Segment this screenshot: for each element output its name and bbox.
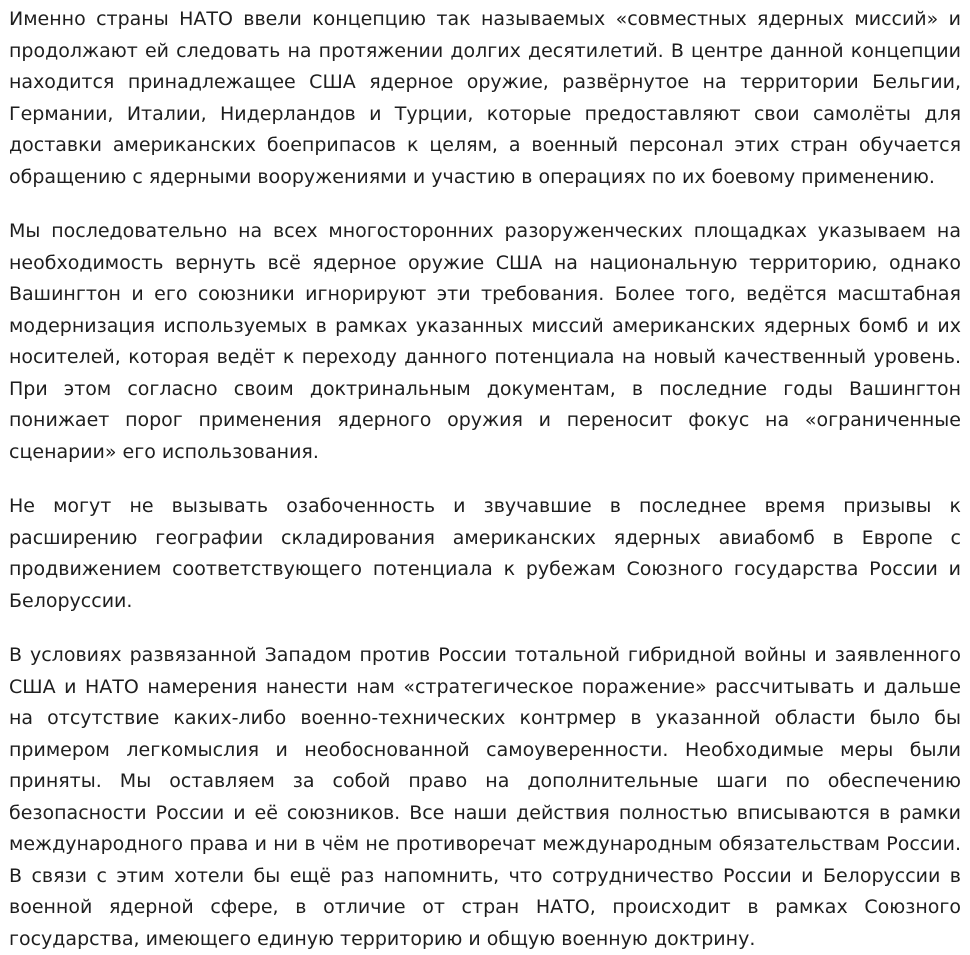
article-paragraph-1: Именно страны НАТО ввели концепцию так называемых «совместных ядерных миссий» и продолжают ей следовать на протяжении долгих десятилетий. В центре данной концепции находится принадлежащее США ядерное оружие, развёрнутое на территории Бельгии, Германии, Италии, Нидерландов и Турции, которые предоставляют свои самолёты для доставки американских боеприпасов к целям, а военный персонал этих стран обучается обращению с ядерными вооружениями и участию в операциях по их боевому применению. bbox=[9, 8, 961, 188]
article-paragraph-2: Мы последовательно на всех многосторонних разоруженческих площадках указываем на необходимость вернуть всё ядерное оружие США на национальную территорию, однако Вашингтон и его союзники игнорируют эти требования. Более того, ведётся масштабная модернизация используемых в рамках указанных миссий американских ядерных бомб и их носителей, которая ведёт к переходу данного потенциала на новый качественный уровень. При этом согласно своим доктринальным документам, в последние годы Вашингтон понижает порог применения ядерного оружия и переносит фокус на «ограниченные сценарии» его использования. bbox=[9, 220, 961, 463]
article-paragraph-3: Не могут не вызывать озабоченность и звучавшие в последнее время призывы к расширению географии складирования американских ядерных авиабомб в Европе с продвижением соответствующего потенциала к рубежам Союзного государства России и Белоруссии. bbox=[9, 495, 961, 612]
article-paragraph-4: В условиях развязанной Западом против России тотальной гибридной войны и заявленного США и НАТО намерения нанести нам «стратегическое поражение» рассчитывать и дальше на отсутствие каких-либо военно-технических контрмер в указанной области было бы примером легкомыслия и необоснованной самоуверенности. Необходимые меры были приняты. Мы оставляем за собой право на дополнительные шаги по обеспечению безопасности России и её союзников. Все наши действия полностью вписываются в рамки международного права и ни в чём не противоречат международным обязательствам России. В связи с этим хотели бы ещё раз напомнить, что сотрудничество России и Белоруссии в военной ядерной сфере, в отличие от стран НАТО, происходит в рамках Союзного государства, имеющего единую территорию и общую военную доктрину. bbox=[9, 644, 961, 950]
